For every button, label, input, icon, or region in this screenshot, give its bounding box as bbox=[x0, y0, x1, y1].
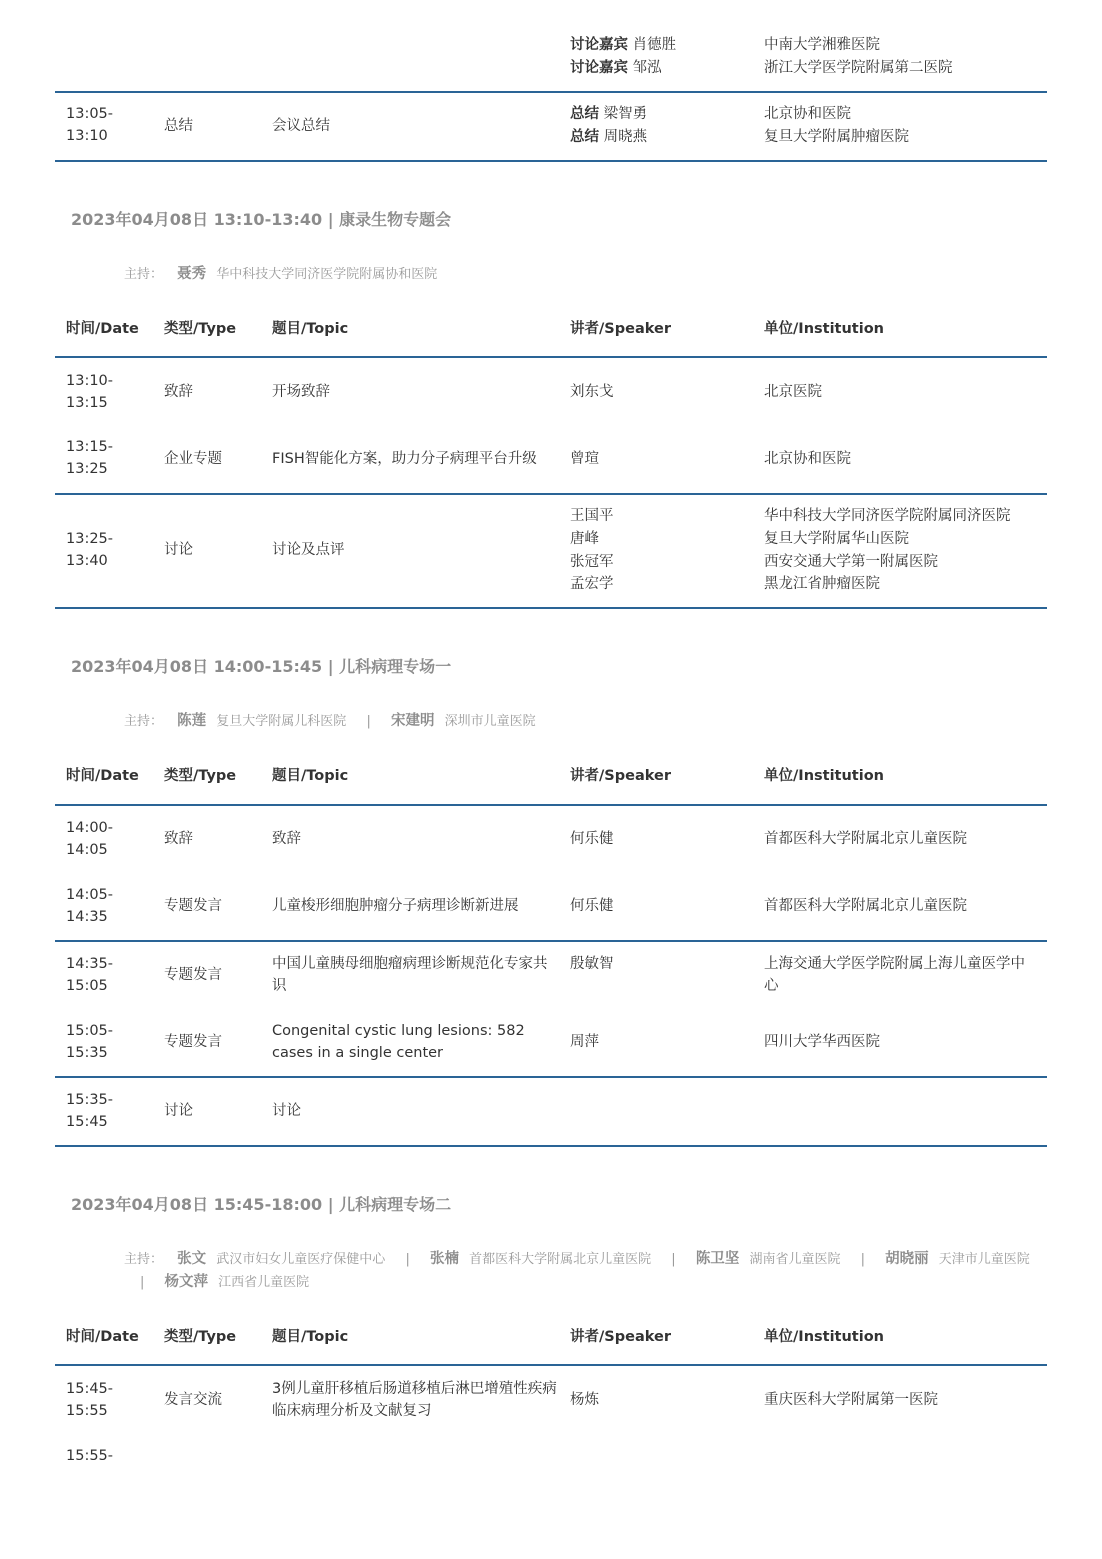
session-hosts bbox=[124, 263, 1034, 286]
row-topic: 中国儿童胰母细胞瘤病理诊断规范化专家共识 bbox=[272, 956, 548, 994]
host-institution: 首都医科大学附属北京儿童医院 bbox=[469, 1252, 652, 1267]
session-hosts bbox=[124, 710, 1034, 733]
row-institution: 上海交通大学医学院附属上海儿童医学中心 bbox=[764, 956, 1025, 994]
header-type: 类型/Type bbox=[164, 321, 237, 337]
row-type: 专题发言 bbox=[164, 898, 222, 914]
row-speaker: 唐峰 bbox=[570, 531, 599, 547]
row-time: 15:55- bbox=[66, 1448, 114, 1464]
discussion-guest-1-institution: 中南大学湘雅医院 bbox=[764, 37, 880, 53]
host-institution: 华中科技大学同济医学院附属协和医院 bbox=[216, 267, 438, 282]
summary-speaker-2: 总结 周晓燕 bbox=[570, 129, 648, 145]
host-institution: 武汉市妇女儿童医疗保健中心 bbox=[216, 1252, 386, 1267]
row-institution: 华中科技大学同济医学院附属同济医院 bbox=[764, 508, 1011, 524]
host-name: 胡晓丽 bbox=[885, 1251, 929, 1267]
row-type: 讨论 bbox=[164, 542, 193, 558]
row-time: 15:45- 15:55 bbox=[66, 1381, 114, 1419]
row-divider bbox=[55, 1145, 1047, 1147]
row-institution: 西安交通大学第一附属医院 bbox=[764, 554, 938, 570]
row-speaker: 曾瑄 bbox=[570, 451, 599, 467]
row-type: 讨论 bbox=[164, 1103, 193, 1119]
row-topic: Congenital cystic lung lesions: 582 cases in a single center bbox=[272, 1023, 525, 1061]
header-time: 时间/Date bbox=[66, 1329, 139, 1345]
row-topic: 儿童梭形细胞肿瘤分子病理诊断新进展 bbox=[272, 898, 519, 914]
header-speaker: 讲者/Speaker bbox=[570, 1329, 671, 1345]
header-speaker: 讲者/Speaker bbox=[570, 768, 671, 784]
host-name: 杨文萍 bbox=[164, 1274, 209, 1290]
row-divider bbox=[55, 940, 1047, 942]
host-institution: 复旦大学附属儿科医院 bbox=[216, 714, 347, 729]
header-topic: 题目/Topic bbox=[272, 1329, 349, 1345]
header-speaker: 讲者/Speaker bbox=[570, 321, 671, 337]
row-institution: 北京医院 bbox=[764, 384, 822, 400]
summary-type: 总结 bbox=[164, 118, 193, 134]
row-speaker: 何乐健 bbox=[570, 898, 614, 914]
host-name: 张楠 bbox=[429, 1251, 459, 1267]
host-name: 陈莲 bbox=[177, 713, 207, 729]
header-institution: 单位/Institution bbox=[764, 768, 884, 784]
row-topic: 讨论 bbox=[272, 1103, 301, 1119]
host-institution: 深圳市儿童医院 bbox=[444, 714, 536, 729]
discussion-guest-1: 讨论嘉宾 肖德胜 bbox=[570, 37, 677, 53]
host-institution: 天津市儿童医院 bbox=[938, 1252, 1030, 1267]
host-separator: | bbox=[860, 1252, 865, 1267]
header-time: 时间/Date bbox=[66, 321, 139, 337]
row-type: 致辞 bbox=[164, 384, 193, 400]
host-name: 宋建明 bbox=[390, 713, 435, 729]
row-topic: 开场致辞 bbox=[272, 384, 330, 400]
row-time: 13:10- 13:15 bbox=[66, 373, 114, 411]
row-type: 专题发言 bbox=[164, 967, 222, 983]
host-institution: 江西省儿童医院 bbox=[218, 1275, 310, 1290]
row-time: 14:00- 14:05 bbox=[66, 820, 114, 858]
row-topic: 3例儿童肝移植后肠道移植后淋巴增殖性疾病临床病理分析及文献复习 bbox=[272, 1381, 557, 1419]
host-name: 聂秀 bbox=[177, 266, 207, 282]
row-speaker: 刘东戈 bbox=[570, 384, 614, 400]
summary-speaker-2-institution: 复旦大学附属肿瘤医院 bbox=[764, 129, 909, 145]
row-institution: 北京协和医院 bbox=[764, 451, 851, 467]
row-type: 专题发言 bbox=[164, 1034, 222, 1050]
row-speaker: 周萍 bbox=[570, 1034, 599, 1050]
host-separator: | bbox=[140, 1275, 145, 1290]
header-type: 类型/Type bbox=[164, 768, 237, 784]
session-title: 2023年04月08日 13:10-13:40 | 康录生物专题会 bbox=[71, 210, 452, 229]
header-type: 类型/Type bbox=[164, 1329, 237, 1345]
row-institution: 首都医科大学附属北京儿童医院 bbox=[764, 898, 967, 914]
row-institution: 首都医科大学附属北京儿童医院 bbox=[764, 831, 967, 847]
row-type: 发言交流 bbox=[164, 1392, 222, 1408]
discussion-guest-2: 讨论嘉宾 邹泓 bbox=[570, 60, 662, 76]
header-institution: 单位/Institution bbox=[764, 321, 884, 337]
row-speaker: 张冠军 bbox=[570, 554, 614, 570]
header-topic: 题目/Topic bbox=[272, 768, 349, 784]
row-speaker: 杨炼 bbox=[570, 1392, 599, 1408]
header-divider bbox=[55, 804, 1047, 806]
header-divider bbox=[55, 1364, 1047, 1366]
row-topic: 讨论及点评 bbox=[272, 542, 345, 558]
row-divider bbox=[55, 607, 1047, 609]
row-divider bbox=[55, 1076, 1047, 1078]
row-time: 15:05- 15:35 bbox=[66, 1023, 114, 1061]
row-time: 15:35- 15:45 bbox=[66, 1092, 114, 1130]
header-time: 时间/Date bbox=[66, 768, 139, 784]
header-topic: 题目/Topic bbox=[272, 321, 349, 337]
row-divider bbox=[55, 91, 1047, 93]
row-speaker: 何乐健 bbox=[570, 831, 614, 847]
header-institution: 单位/Institution bbox=[764, 1329, 884, 1345]
row-time: 13:15- 13:25 bbox=[66, 439, 114, 477]
row-type: 企业专题 bbox=[164, 451, 222, 467]
row-speaker: 王国平 bbox=[570, 508, 614, 524]
row-institution: 四川大学华西医院 bbox=[764, 1034, 880, 1050]
host-separator: | bbox=[405, 1252, 410, 1267]
row-institution: 复旦大学附属华山医院 bbox=[764, 531, 909, 547]
row-institution: 黑龙江省肿瘤医院 bbox=[764, 576, 880, 592]
session-hosts bbox=[124, 1248, 1034, 1294]
summary-speaker-1: 总结 梁智勇 bbox=[570, 106, 648, 122]
row-topic: 致辞 bbox=[272, 831, 301, 847]
host-name: 张文 bbox=[177, 1251, 207, 1267]
host-label: 主持： bbox=[124, 1252, 164, 1267]
row-divider bbox=[55, 160, 1047, 162]
host-label: 主持： bbox=[124, 714, 164, 729]
host-institution: 湖南省儿童医院 bbox=[749, 1252, 841, 1267]
host-separator: | bbox=[671, 1252, 676, 1267]
row-speaker: 孟宏学 bbox=[570, 576, 614, 592]
row-time: 14:05- 14:35 bbox=[66, 887, 114, 925]
session-title: 2023年04月08日 15:45-18:00 | 儿科病理专场二 bbox=[71, 1195, 452, 1214]
summary-topic: 会议总结 bbox=[272, 118, 330, 134]
row-topic: FISH智能化方案，助力分子病理平台升级 bbox=[272, 451, 537, 467]
row-speaker: 殷敏智 bbox=[570, 956, 614, 972]
session-title: 2023年04月08日 14:00-15:45 | 儿科病理专场一 bbox=[71, 657, 452, 676]
row-institution: 重庆医科大学附属第一医院 bbox=[764, 1392, 938, 1408]
discussion-guest-2-institution: 浙江大学医学院附属第二医院 bbox=[764, 60, 953, 76]
row-time: 13:25- 13:40 bbox=[66, 531, 114, 569]
host-separator: | bbox=[366, 714, 371, 729]
summary-speaker-1-institution: 北京协和医院 bbox=[764, 106, 851, 122]
row-divider bbox=[55, 493, 1047, 495]
host-name: 陈卫坚 bbox=[695, 1251, 740, 1267]
header-divider bbox=[55, 356, 1047, 358]
summary-time: 13:05- 13:10 bbox=[66, 106, 114, 144]
row-type: 致辞 bbox=[164, 831, 193, 847]
host-label: 主持： bbox=[124, 267, 164, 282]
row-time: 14:35- 15:05 bbox=[66, 956, 114, 994]
